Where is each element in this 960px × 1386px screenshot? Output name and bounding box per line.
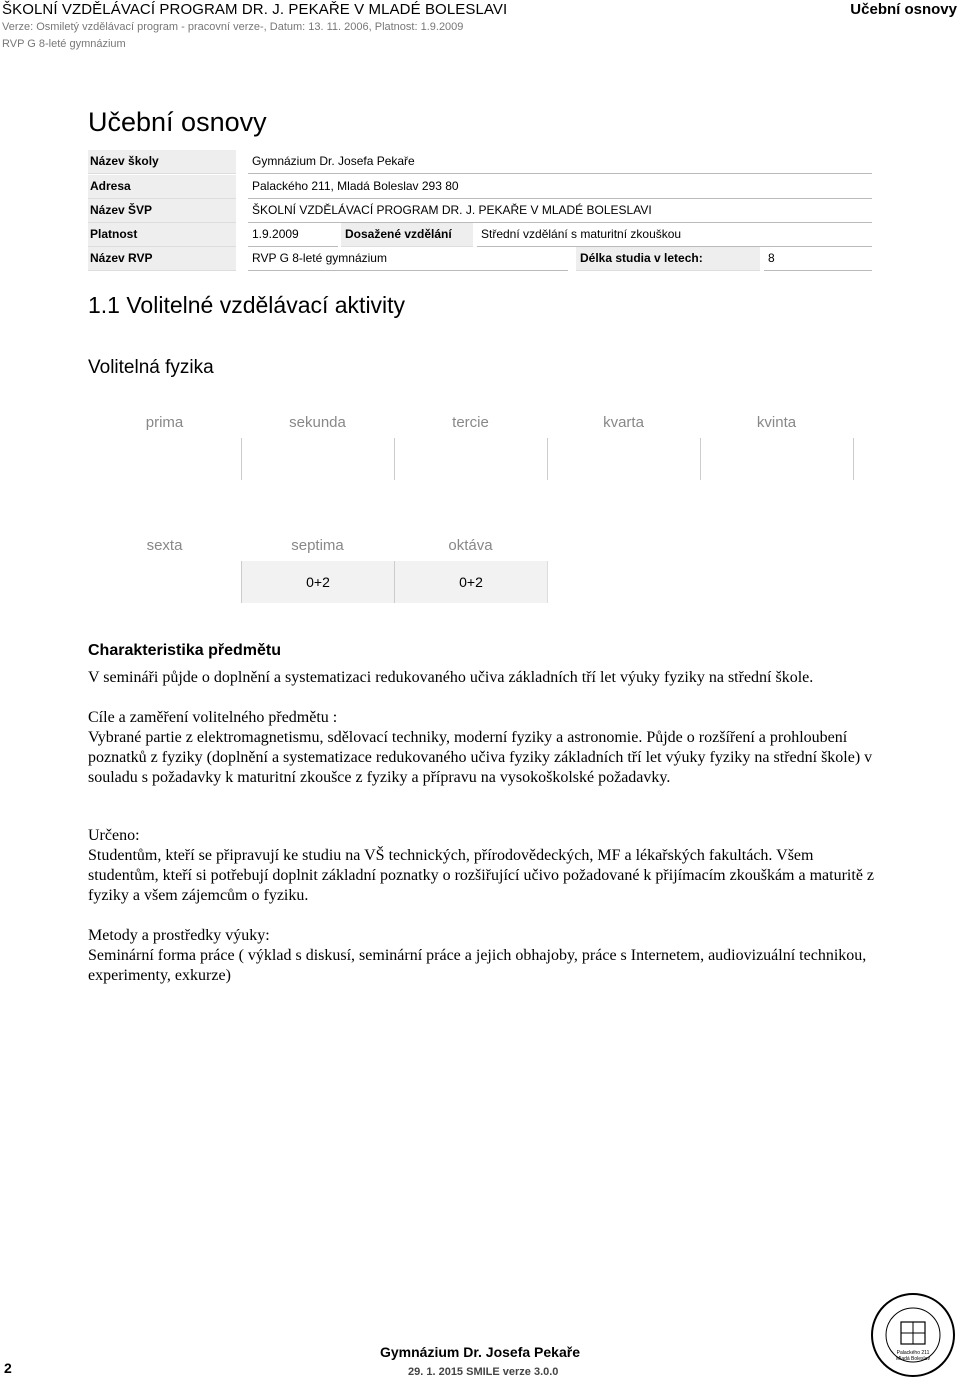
header-version-line: Verze: Osmiletý vzdělávací program - pracovní verze-, Datum: 13. 11. 2006, Platnost: 1.9.2009 xyxy=(2,21,464,33)
svg-text:Palackého 211: Palackého 211 xyxy=(896,1350,930,1356)
grade-label: tercie xyxy=(452,414,489,431)
paragraph-heading: Metody a prostředky výuky: xyxy=(88,927,270,944)
paragraph-methods xyxy=(88,926,878,986)
characteristics-heading: Charakteristika předmětu xyxy=(88,642,281,659)
svg-text:Mladá Boleslav: Mladá Boleslav xyxy=(896,1356,930,1362)
paragraph-heading: Určeno: xyxy=(88,827,140,844)
info-value: 8 xyxy=(764,247,872,271)
paragraph-text: Studentům, kteří se připravují ke studiu na VŠ technických, přírodovědeckých, MF a lékařských fakultách. Všem studentům, kteří si potřebují doplnit základní poznatky o rozšiřující učivo požadované k přijímacím zkouškám a maturitě z fyziky a všem zájemcům o fyziku. xyxy=(88,847,875,904)
header-rvp-line: RVP G 8-leté gymnázium xyxy=(2,38,126,50)
grade-label: oktáva xyxy=(448,537,493,554)
info-label: Název RVP xyxy=(88,247,236,271)
hours-cell: 0+2 xyxy=(394,561,548,603)
header-title: ŠKOLNÍ VZDĚLÁVACÍ PROGRAM DR. J. PEKAŘE V MLADÉ BOLESLAVI xyxy=(2,1,508,18)
info-label: Dosažené vzdělání xyxy=(341,223,473,247)
paragraph-target xyxy=(88,826,878,906)
school-stamp-logo xyxy=(870,1292,956,1378)
grade-label: sexta xyxy=(146,537,183,554)
grade-label: prima xyxy=(145,414,184,431)
hours-cell xyxy=(700,438,853,480)
section-title: 1.1 Volitelné vzdělávací aktivity xyxy=(88,292,406,318)
info-value: Střední vzdělání s maturitní zkouškou xyxy=(477,223,872,247)
grade-label: kvarta xyxy=(603,414,644,431)
paragraph-heading: Cíle a zaměření volitelného předmětu : xyxy=(88,709,338,726)
hours-cell xyxy=(394,438,547,480)
footer-school: Gymnázium Dr. Josefa Pekaře xyxy=(380,1344,580,1360)
hours-cell xyxy=(853,438,864,480)
document-title: Učební osnovy xyxy=(88,107,267,137)
grade-label: kvinta xyxy=(756,414,797,431)
header-section-label: Učební osnovy xyxy=(850,1,957,18)
paragraph-text: Seminární forma práce ( výklad s diskusí, seminární práce a jejich obhajoby, práce s Internetem, audiovizuální technikou, experimenty, exkurze) xyxy=(88,947,867,984)
info-value: Gymnázium Dr. Josefa Pekaře xyxy=(248,150,872,174)
footer-version: 29. 1. 2015 SMILE verze 3.0.0 xyxy=(408,1366,559,1378)
hours-cell: 0+2 xyxy=(241,561,395,603)
info-value: RVP G 8-leté gymnázium xyxy=(248,247,568,271)
info-label: Název ŠVP xyxy=(88,199,236,223)
info-label: Název školy xyxy=(88,150,236,174)
info-value: ŠKOLNÍ VZDĚLÁVACÍ PROGRAM DR. J. PEKAŘE V MLADÉ BOLESLAVI xyxy=(248,199,872,223)
hours-cell xyxy=(547,438,700,480)
info-label: Platnost xyxy=(88,223,236,247)
info-value: 1.9.2009 xyxy=(248,223,338,247)
info-value: Palackého 211, Mladá Boleslav 293 80 xyxy=(248,175,872,199)
paragraph-intro xyxy=(88,668,878,688)
hours-cell xyxy=(241,438,394,480)
grade-label: sekunda xyxy=(289,414,346,431)
paragraph-text: V semináři půjde o doplnění a systematizaci redukovaného učiva základních tří let výuky fyziky na střední škole. xyxy=(88,669,814,686)
info-label: Délka studia v letech: xyxy=(576,247,760,271)
page-number: 2 xyxy=(4,1360,12,1376)
info-label: Adresa xyxy=(88,175,236,199)
paragraph-text: Vybrané partie z elektromagnetismu, sdělovací techniky, moderní fyziky a astronomie. Půjde o rozšíření a prohloubení poznatků z fyziky (doplnění a systematizace redukovaného učiva fyziky základních tří let výuky fyziky na střední škole) v souladu s požadavky k maturitní zkoušce z fyziky a přípravu na vysokoškolské požadavky. xyxy=(88,729,873,786)
paragraph-goals xyxy=(88,708,878,788)
grade-label: septima xyxy=(291,537,344,554)
subject-title: Volitelná fyzika xyxy=(88,357,214,378)
